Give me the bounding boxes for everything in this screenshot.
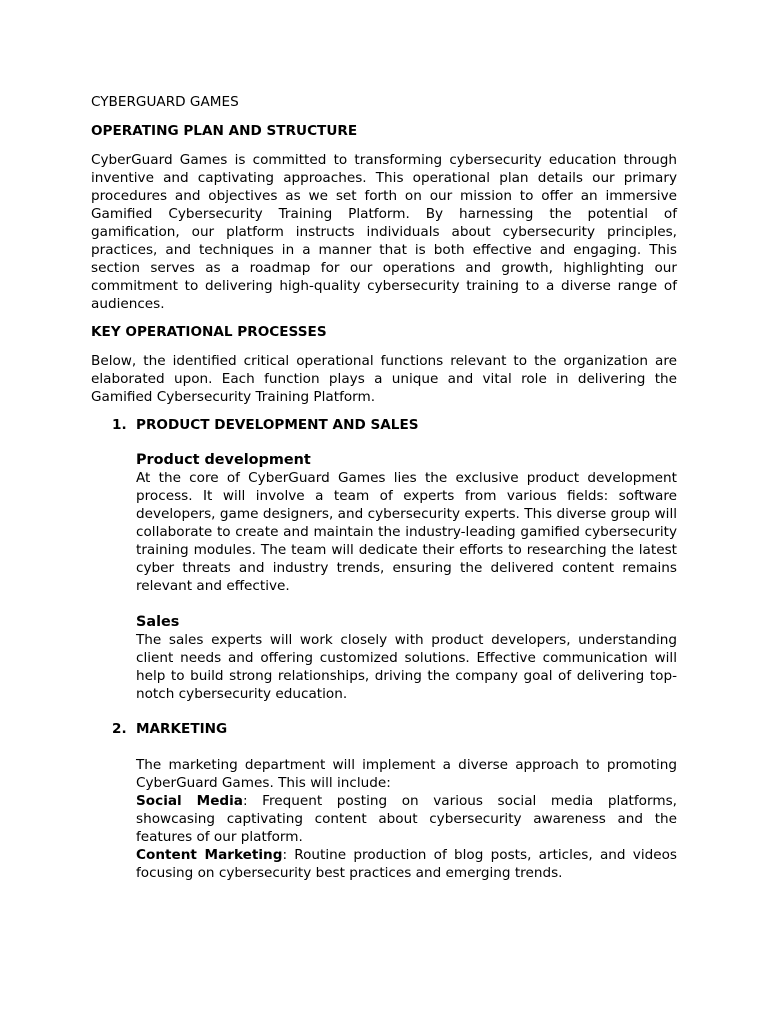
- section-heading: OPERATING PLAN AND STRUCTURE: [91, 123, 358, 139]
- point-label: Content Marketing: [136, 847, 283, 863]
- list-number: 1.: [112, 417, 127, 433]
- marketing-point-content-marketing: [136, 846, 677, 882]
- list-item-marketing: [112, 720, 678, 882]
- marketing-point-social-media: [136, 792, 677, 846]
- document-page: [91, 93, 677, 882]
- key-processes-heading: KEY OPERATIONAL PROCESSES: [91, 324, 327, 340]
- item-heading: MARKETING: [136, 721, 228, 737]
- subsection-body-sales: The sales experts will work closely with product developers, understanding client needs and offering customized solutions. Effective communication will help to build strong relationships, driving the company goal of delivering top-notch cybersecurity education.: [136, 632, 677, 702]
- key-processes-paragraph: Below, the identified critical operational functions relevant to the organization are elaborated upon. Each function plays a unique and vital role in delivering the Gamified Cybersecurity Training Platform.: [91, 353, 677, 405]
- document-title: CYBERGUARD GAMES: [91, 94, 239, 110]
- list-item-product-development-and-sales: [112, 416, 677, 703]
- intro-paragraph: CyberGuard Games is committed to transforming cybersecurity education through inventive and captivating approaches. This operational plan details our primary procedures and objectives as we set forth on our mission to offer an immersive Gamified Cybersecurity Training Platform. By harnessing the potential of gamification, our platform instructs individuals about cybersecurity principles, practices, and techniques in a manner that is both effective and engaging. This section serves as a roadmap for our operations and growth, highlighting our commitment to delivering high-quality cybersecurity training to a diverse range of audiences.: [91, 152, 677, 312]
- subsection-body-product-development: At the core of CyberGuard Games lies the exclusive product development process. It will involve a team of experts from various fields: software developers, game designers, and cybersecurity experts. This diverse group will collaborate to create and maintain the industry-leading gamified cybersecurity training modules. The team will dedicate their efforts to researching the latest cyber threats and industry trends, ensuring the delivered content remains relevant and effective.: [136, 470, 677, 594]
- point-label: Social Media: [136, 793, 243, 809]
- item-heading: PRODUCT DEVELOPMENT AND SALES: [136, 417, 419, 433]
- subsection-title-product-development: Product development: [136, 452, 311, 468]
- point-text: : Frequent posting on various social media platforms, showcasing captivating content about cybersecurity awareness and the features of our platform.: [136, 793, 677, 845]
- point-text: : Routine production of blog posts, articles, and videos focusing on cybersecurity best practices and emerging trends.: [136, 847, 678, 881]
- list-number: 2.: [112, 721, 127, 737]
- subsection-title-sales: Sales: [136, 614, 180, 630]
- marketing-intro: The marketing department will implement a diverse approach to promoting CyberGuard Games. This will include:: [136, 757, 677, 791]
